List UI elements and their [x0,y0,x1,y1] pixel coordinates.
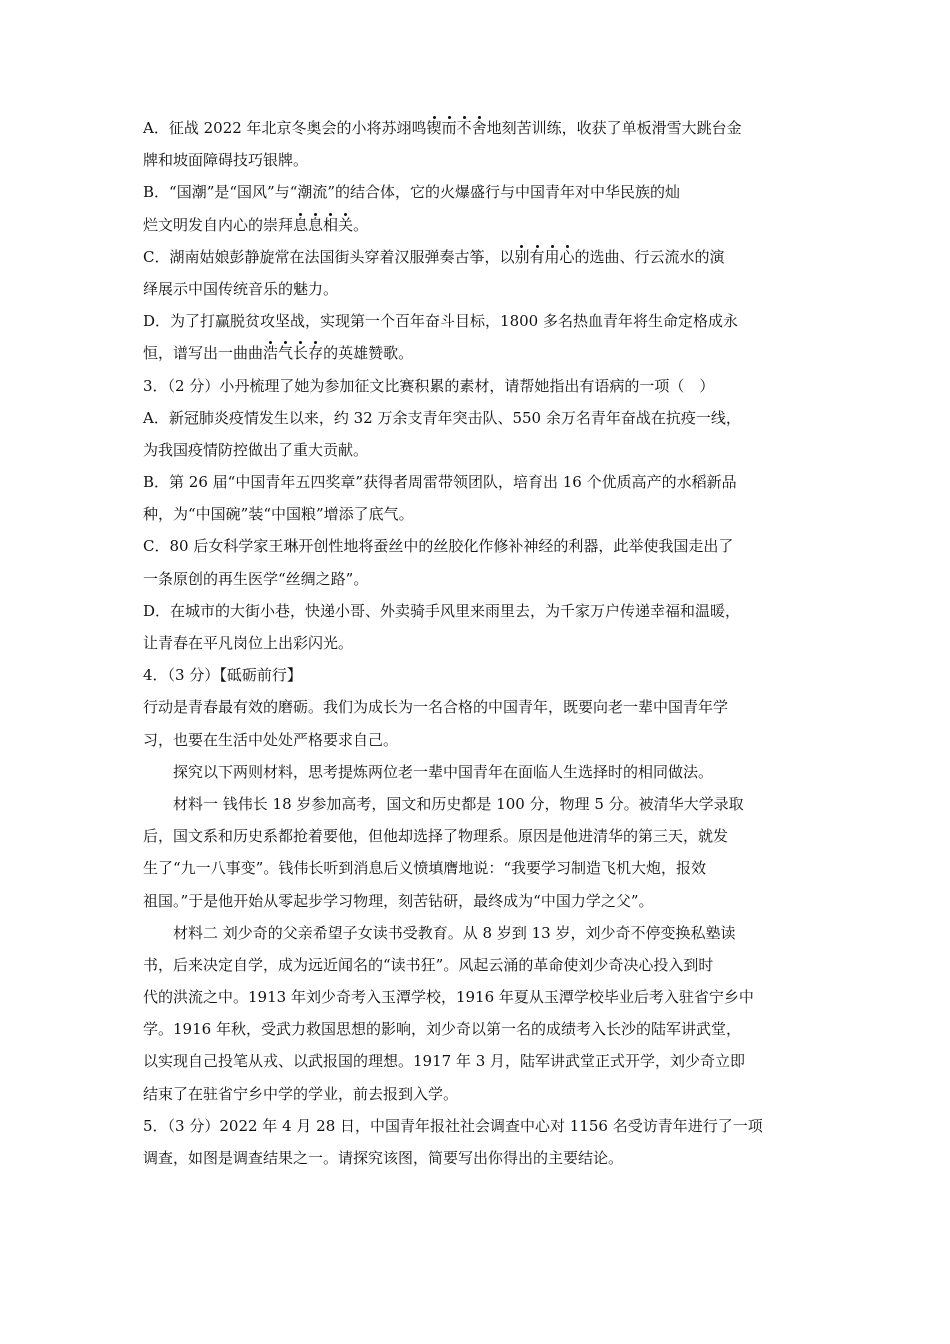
material-two-cont: 代的洪流之中。1913 年刘少奇考入玉潭学校，1916 年夏从玉潭学校毕业后考入驻省宁乡中 [143,988,754,1007]
q4-intro-cont: 习，也要在生活中处处严格要求自己。 [143,730,399,749]
q3-option-d-cont: 让青春在平凡岗位上出彩闪光。 [143,634,354,652]
emphasis-dot-char: 有 [529,247,545,266]
q2-option-a-cont: 牌和坡面障碍技巧银牌。 [143,151,309,170]
emphasis-dot-char: 相 [323,215,339,234]
q5-stem-cont: 调查，如图是调查结果之一。请探究该图，简要写出你得出的主要结论。 [143,1149,624,1167]
emphasis-dot-char: 息 [293,215,309,234]
emphasis-dot-char: 长 [293,344,309,363]
material-one-cont: 祖国。”于是他开始从零起步学习物理，刻苦钻研，最终成为“中国力学之父”。 [143,891,654,910]
material-one: 材料一 钱伟长 18 岁参加高考，国文和历史都是 100 分，物理 5 分。被清华大学录取 [173,794,744,813]
emphasis-dot-char: 关 [338,215,354,234]
q2-option-d: D．为了打赢脱贫攻坚战，实现第一个百年奋斗目标，1800 多名热血青年将生命定格成永 [143,312,738,331]
exam-page [143,112,811,1174]
q4-stem: 4．（3 分）【砥砺前行】 [143,666,302,685]
q4-intro: 行动是青春最有效的磨砺。我们为成长为一名合格的中国青年，既要向老一辈中国青年学 [143,698,729,717]
emphasis-dot-char: 不 [456,119,472,137]
material-one-cont: 后，国文系和历史系都抢着要他，但他却选择了物理系。原因是他进清华的第三天，就发 [143,827,729,846]
q3-stem: 3．（2 分）小丹梳理了她为参加征文比赛积累的素材，请帮她指出有语病的一项（ ） [143,376,715,395]
q3-option-a: A．新冠肺炎疫情发生以来，约 32 万余支青年突击队、550 余万名青年奋战在抗疫一线， [143,408,741,427]
emphasis-dot-char: 息 [308,215,324,234]
q2-option-a: A．征战 2022 年北京冬奥会的小将苏翊鸣锲而不舍地刻苦训练，收获了单板滑雪大跳台金 [143,119,742,137]
q2-option-b-cont: 烂文明发自内心的崇拜息息相关。 [143,215,369,234]
emphasis-dot-char: 别 [514,247,530,266]
q3-option-d: D．在城市的大街小巷，快递小哥、外卖骑手风里来雨里去，为千家万户传递幸福和温暖， [143,601,741,620]
emphasis-dot-char: 气 [278,344,294,363]
material-two-cont: 以实现自己投笔从戎、以武报国的理想。1917 年 3 月，陆军讲武堂正式开学，刘少奇立即 [143,1052,746,1071]
q2-option-b: B．“国潮”是“国风”与“潮流”的结合体，它的火爆盛行与中国青年对中华民族的灿 [143,183,681,202]
q4-task: 探究以下两则材料，思考提炼两位老一辈中国青年在面临人生选择时的相同做法。 [173,762,714,781]
emphasis-dot-char: 而 [441,119,457,137]
q2-option-c-cont: 绎展示中国传统音乐的魅力。 [143,279,339,298]
material-one-cont: 生了“九一八事变”。钱伟长听到消息后义愤填膺地说：“我要学习制造飞机大炮，报效 [143,859,707,878]
emphasis-dot-char: 锲 [426,119,442,137]
emphasis-dot-char: 存 [308,344,324,363]
q2-option-c: C．湖南姑娘彭静旋常在法国街头穿着汉服弹奏古筝，以别有用心的选曲、行云流水的演 [143,247,725,266]
emphasis-dot-char: 心 [559,247,575,266]
emphasis-dot-char: 浩 [263,344,279,363]
q2-option-d-cont: 恒，谱写出一曲曲浩气长存的英雄赞歌。 [143,344,414,363]
emphasis-dot-char: 舍 [471,119,487,137]
q3-option-b: B．第 26 届“中国青年五四奖章”获得者周雷带领团队，培育出 16 个优质高产的水稻新品 [143,473,737,492]
q3-option-c: C．80 后女科学家王琳开创性地将蚕丝中的丝胶化作修补神经的利器，此举使我国走出了 [143,537,734,556]
material-two-cont: 结束了在驻省宁乡中学的学业，前去报到入学。 [143,1084,459,1103]
q3-option-c-cont: 一条原创的再生医学“丝绸之路”。 [143,569,369,588]
emphasis-dot-char: 用 [544,247,560,266]
q5-stem: 5．（3 分）2022 年 4 月 28 日，中国青年报社社会调查中心对 1156 名受访青年进行了一项 [143,1116,763,1135]
material-two: 材料二 刘少奇的父亲希望子女读书受教育。从 8 岁到 13 岁，刘少奇不停变换私塾读 [173,923,736,942]
material-two-cont: 书，后来决定自学，成为远近闻名的“读书狂”。风起云涌的革命使刘少奇决心投入到时 [143,955,714,974]
q3-option-b-cont: 种，为“中国碗”装“中国粮”增添了底气。 [143,505,414,524]
q3-option-a-cont: 为我国疫情防控做出了重大贡献。 [143,440,369,459]
material-two-cont: 学。1916 年秋，受武力救国思想的影响，刘少奇以第一名的成绩考入长沙的陆军讲武堂， [143,1020,741,1039]
